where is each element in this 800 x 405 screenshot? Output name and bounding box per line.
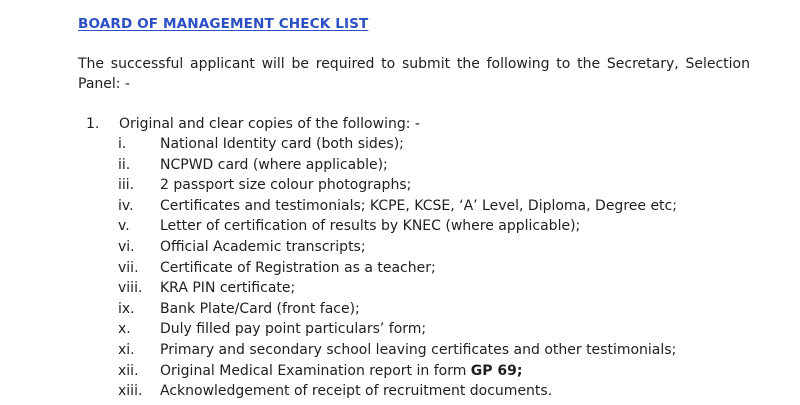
sublist-item: [78, 340, 750, 361]
sublist-item: [78, 319, 750, 340]
checklist-item: [78, 114, 750, 134]
sublist-number: xiii.: [118, 383, 143, 400]
sublist-number: v.: [118, 218, 130, 235]
sublist-number: iv.: [118, 197, 134, 214]
sublist-item: [78, 381, 750, 402]
document-page: [78, 14, 750, 402]
intro-paragraph: The successful applicant will be required to submit the following to the Secretary, Selection Panel: -: [78, 56, 750, 92]
sublist-item: [78, 196, 750, 217]
sublist-number: iii.: [118, 177, 135, 194]
item-number: 1.: [86, 116, 100, 132]
sublist-item: [78, 361, 750, 382]
sublist-text: Letter of certification of results by KNEC (where applicable);: [160, 218, 581, 235]
sublist-item: [78, 216, 750, 237]
sublist-text: Certificate of Registration as a teacher;: [160, 259, 436, 276]
sublist-number: i.: [118, 136, 127, 152]
document-sublist: [78, 134, 750, 402]
sublist-number: vi.: [118, 238, 135, 255]
sublist-item: [78, 258, 750, 279]
sublist-item: [78, 237, 750, 258]
sublist-text: Acknowledgement of receipt of recruitment documents.: [160, 383, 553, 400]
sublist-text: [160, 361, 523, 382]
sublist-item: [78, 155, 750, 176]
sublist-text: Duly filled pay point particulars’ form;: [160, 321, 427, 338]
sublist-text: National Identity card (both sides);: [160, 136, 404, 152]
sublist-text: NCPWD card (where applicable);: [160, 156, 388, 173]
sublist-text: Official Academic transcripts;: [160, 238, 366, 255]
sublist-number: ix.: [118, 300, 135, 317]
sublist-text: Primary and secondary school leaving certificates and other testimonials;: [160, 341, 677, 358]
sublist-number: ii.: [118, 156, 131, 173]
form-code: GP 69;: [470, 362, 523, 379]
sublist-number: vii.: [118, 259, 139, 276]
sublist-text: Certificates and testimonials; KCPE, KCSE, ‘A’ Level, Diploma, Degree etc;: [160, 197, 677, 214]
sublist-number: x.: [118, 321, 131, 338]
sublist-number: xii.: [118, 362, 139, 379]
sublist-text-regular: Original Medical Examination report in form: [160, 362, 471, 379]
sublist-text: Bank Plate/Card (front face);: [160, 300, 360, 317]
sublist-item: [78, 134, 750, 155]
sublist-item: [78, 278, 750, 299]
item-text: Original and clear copies of the following: -: [119, 116, 420, 132]
sublist-item: [78, 175, 750, 196]
document-heading: BOARD OF MANAGEMENT CHECK LIST: [78, 16, 369, 32]
sublist-text: KRA PIN certificate;: [160, 280, 296, 297]
sublist-item: [78, 299, 750, 320]
sublist-number: xi.: [118, 341, 135, 358]
sublist-text: 2 passport size colour photographs;: [160, 177, 412, 194]
sublist-number: viii.: [118, 280, 143, 297]
